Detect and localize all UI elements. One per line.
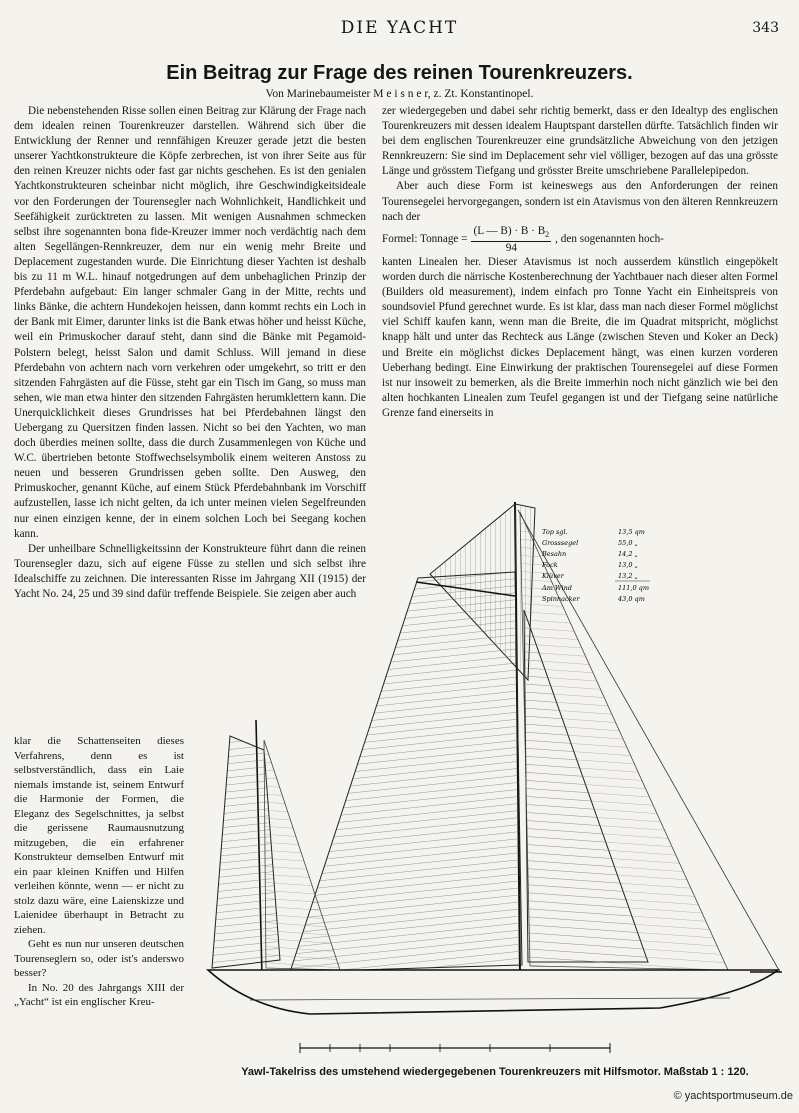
formula-prefix: Formel: Tonnage =: [382, 233, 468, 246]
yawl-rigging-drawing: [190, 500, 790, 1060]
hull: [208, 970, 778, 1014]
journal-header: DIE YACHT: [340, 18, 459, 38]
figure-caption: Yawl-Takelriss des umstehend wiedergegebenen Tourenkreuzers mit Hilfsmotor. Maßstab 1 : 120.: [241, 1066, 749, 1078]
tonnage-formula: [382, 225, 778, 255]
paragraph: zer wiedergegeben und dabei sehr richtig bemerkt, dass er den Idealtyp des englischen Tourenkreuzers mit dessen idealem Hauptspant darstellen dürfte. Tatsächlich finden wir bei dem englischen Tourenkreuzer eine grundsätzliche Abweichung von den jetzigen Rennkreuzern: Sie sind im Deplacement sehr viel völliger, bezogen auf das una grösste Länge und grösstem Tiefgang und grösster Breite umschriebene Parallelepipedon.: [382, 105, 778, 178]
formula-denominator: 94: [505, 241, 517, 254]
legend-value: 14,2 „: [618, 550, 638, 558]
formula-subscript: 2: [545, 229, 550, 239]
legend-label: Fock: [542, 561, 558, 569]
legend-value: 13,2 „: [618, 572, 638, 580]
legend-value: 43,0 qm: [618, 595, 645, 603]
article-title: Ein Beitrag zur Frage des reinen Tourenkreuzers.: [166, 62, 633, 84]
legend-label: Klüver: [542, 572, 564, 580]
legend-label: Besahn: [542, 550, 567, 558]
right-column: [382, 104, 778, 421]
legend-label: Spinnacker: [542, 595, 580, 603]
legend-value: 13,0 „: [618, 561, 638, 569]
paragraph: Geht es nun nur unseren deutschen Tourenseglern so, oder ist's anderswo besser?: [14, 938, 184, 979]
formula-numerator: [471, 225, 551, 242]
mainsail: [290, 572, 522, 972]
formula-suffix: , den sogenannten hoch-: [555, 233, 664, 246]
paragraph: kanten Linealen her. Dieser Atavismus ist noch ausserdem künstlich eingepökelt worden durch die närrische Kostenberechnung der Yachtbauer nach dieser alten Formel (Builders old measurement), indem einfach pro Tonne Yacht ein Einheitspreis von soundsoviel Pfund gerechnet wurde. Es ist klar, dass man nach dieser Formel möglichst viel Schiff kaufen kann, wenn man die Breite, die im Quadrat mitspricht, möglichst knapp hält und unter das Rechteck aus Länge (zwischen Steven und Koker an Deck) und Breite ein möglichst dickes Deplacement hängt, was einen kurzen vorderen Ueberhang bedingt. Eine Einwirkung der praktischen Tourensegelei auf diese Formen ist nur insoweit zu bemerken, als die Breite immerhin noch nicht gänzlich wie bei den alten hochkanten Linealen zum Teufel gegangen ist und der Tiefgang seine natürliche Grenze fand einerseits in: [382, 255, 778, 419]
legend-value: 13,5 qm: [618, 528, 645, 536]
sail-area-legend: [541, 528, 650, 603]
formula-numerator-text: (L — B) · B · B: [473, 224, 546, 237]
paragraph: Die nebenstehenden Risse sollen einen Beitrag zur Klärung der Frage nach dem idealen reinen Tourenkreuzer darstellen. Während sich über die Entwicklung der Renner und rennfähigen Kreuzer gerade jetzt die besten unserer Yachtkonstrukteure die Köpfe zerbrechen, ist von ihrer Seite aus für den reinen Kreuzer nichts oder fast gar nichts geschehen. Es ist den genialen Yachtkonstrukteuren scheinbar nicht möglich, ihre Geschwindigkeitsideale vor den Forderungen der Tourensegler nach Wohnlichkeit, Handlichkeit und Seefähigkeit zurücktreten zu lassen. Mit wenigen Ausnahmen schmecken selbst ihre sogenannten bona fide-Kreuzer immer noch verdächtig nach dem alten Segellängen-Rennkreuzer, dem nur ein wenig mehr Breite und Deplacement zugestanden wurde. Die Einrichtung dieser Yachten ist deshalb bis zu 11 m W.L. hinauf notgedrungen auf dem unbehaglichen Prinzip der Pferdebahn aufgebaut: Ein langer schmaler Gang in der Mitte, rechts und links Bänke, die achtern Hundekojen heissen, dann kommt rechts ein Loch in der Bank mit Eimer, darunter links ist die Bank etwas höher und heisst Küche, weil ein Primuskocher darauf steht, dann sind die Bänke mit Pegamoid-Polstern belegt, heisst Salon und damit Schluss. Will jemand in diese Pferdebahn von achtern nach vorn verkehren oder umgekehrt, so tritt er den sitzenden Fahrgästen auf die Füsse, steht gar ein Tisch im Gang, so muss man sehen, wie man etwa hinter den sitzenden Fahrgästen herumklettern kann. Die Unerquicklichkeit dieses Grundrisses hat bei Pferdebahnen längst den Uebergang zu Quersitzen finden lassen. Nicht so bei den Yachten, wo man doch überdies meinen sollte, dass die durch Zusammenlegen von Küche und W.C. übertrieben betonte Stoffwechselsymbolik einem weiteren Anstoss zu neuen und besseren Grundrissen geben sollte. Den Ausweg, den Primuskocher, genannt Küche, auf einem Stück Pferdebahnbank im Vorschiff aufzustellen, lasse ich nicht gelten, da ich unter meinen vielen Segelfreunden nur einen einzigen kenne, der in einem solchen Loch bei Seegang kochen kann.: [14, 105, 366, 540]
narrow-column: [14, 734, 184, 1010]
watermark: © yachtsportmuseum.de: [673, 1090, 793, 1102]
scale-bar: [300, 1043, 610, 1053]
paragraph: Der unheilbare Schnelligkeitssinn der Konstrukteure führt dann die reinen Tourensegler dazu, sich auf eigene Füsse zu stellen und sich selbst ihre Idealschiffe zu zeichnen. Die interessanten Risse im Jahrgang XII (1915) der Yacht No. 24, 25 und 39 sind dafür treffende Beispiele. Sie zeigen aber auch: [14, 542, 366, 600]
legend-label: Top sgl.: [542, 528, 568, 536]
article-byline: Von Marinebaumeister M e i s n e r, z. Zt. Konstantinopel.: [265, 88, 534, 100]
formula-fraction: [471, 225, 551, 255]
paragraph: klar die Schattenseiten dieses Verfahrens, denn es ist selbstverständlich, dass ein Laie niemals imstande ist, seinem Entwurf die Harmonie der Formen, die Eleganz des Segelschnittes, ja selbst die gerissene Raumausnutzung mitzugeben, die ein erfahrener Konstrukteur demselben Entwurf mit ein paar kleinen Kniffen und Hilfen verleihen könnte, wenn — er nicht zu stolz dazu wäre, eine Laienskizze und Laienidee überhaupt in Betracht zu ziehen.: [14, 735, 184, 936]
legend-value: 111,0 qm: [618, 584, 649, 592]
legend-label: Am Wind: [542, 584, 572, 592]
paragraph: Aber auch diese Form ist keineswegs aus den Anforderungen der reinen Tourensegelei hervorgegangen, sondern ist ein Atavismus von den älteren Rennkreuzern nach der: [382, 180, 778, 223]
paragraph: In No. 20 des Jahrgangs XIII der „Yacht“ ist ein englischer Kreu-: [14, 981, 184, 1008]
page-number: 343: [752, 20, 779, 36]
legend-value: 55,0 „: [618, 539, 638, 547]
legend-label: Grosssegel: [542, 539, 579, 547]
